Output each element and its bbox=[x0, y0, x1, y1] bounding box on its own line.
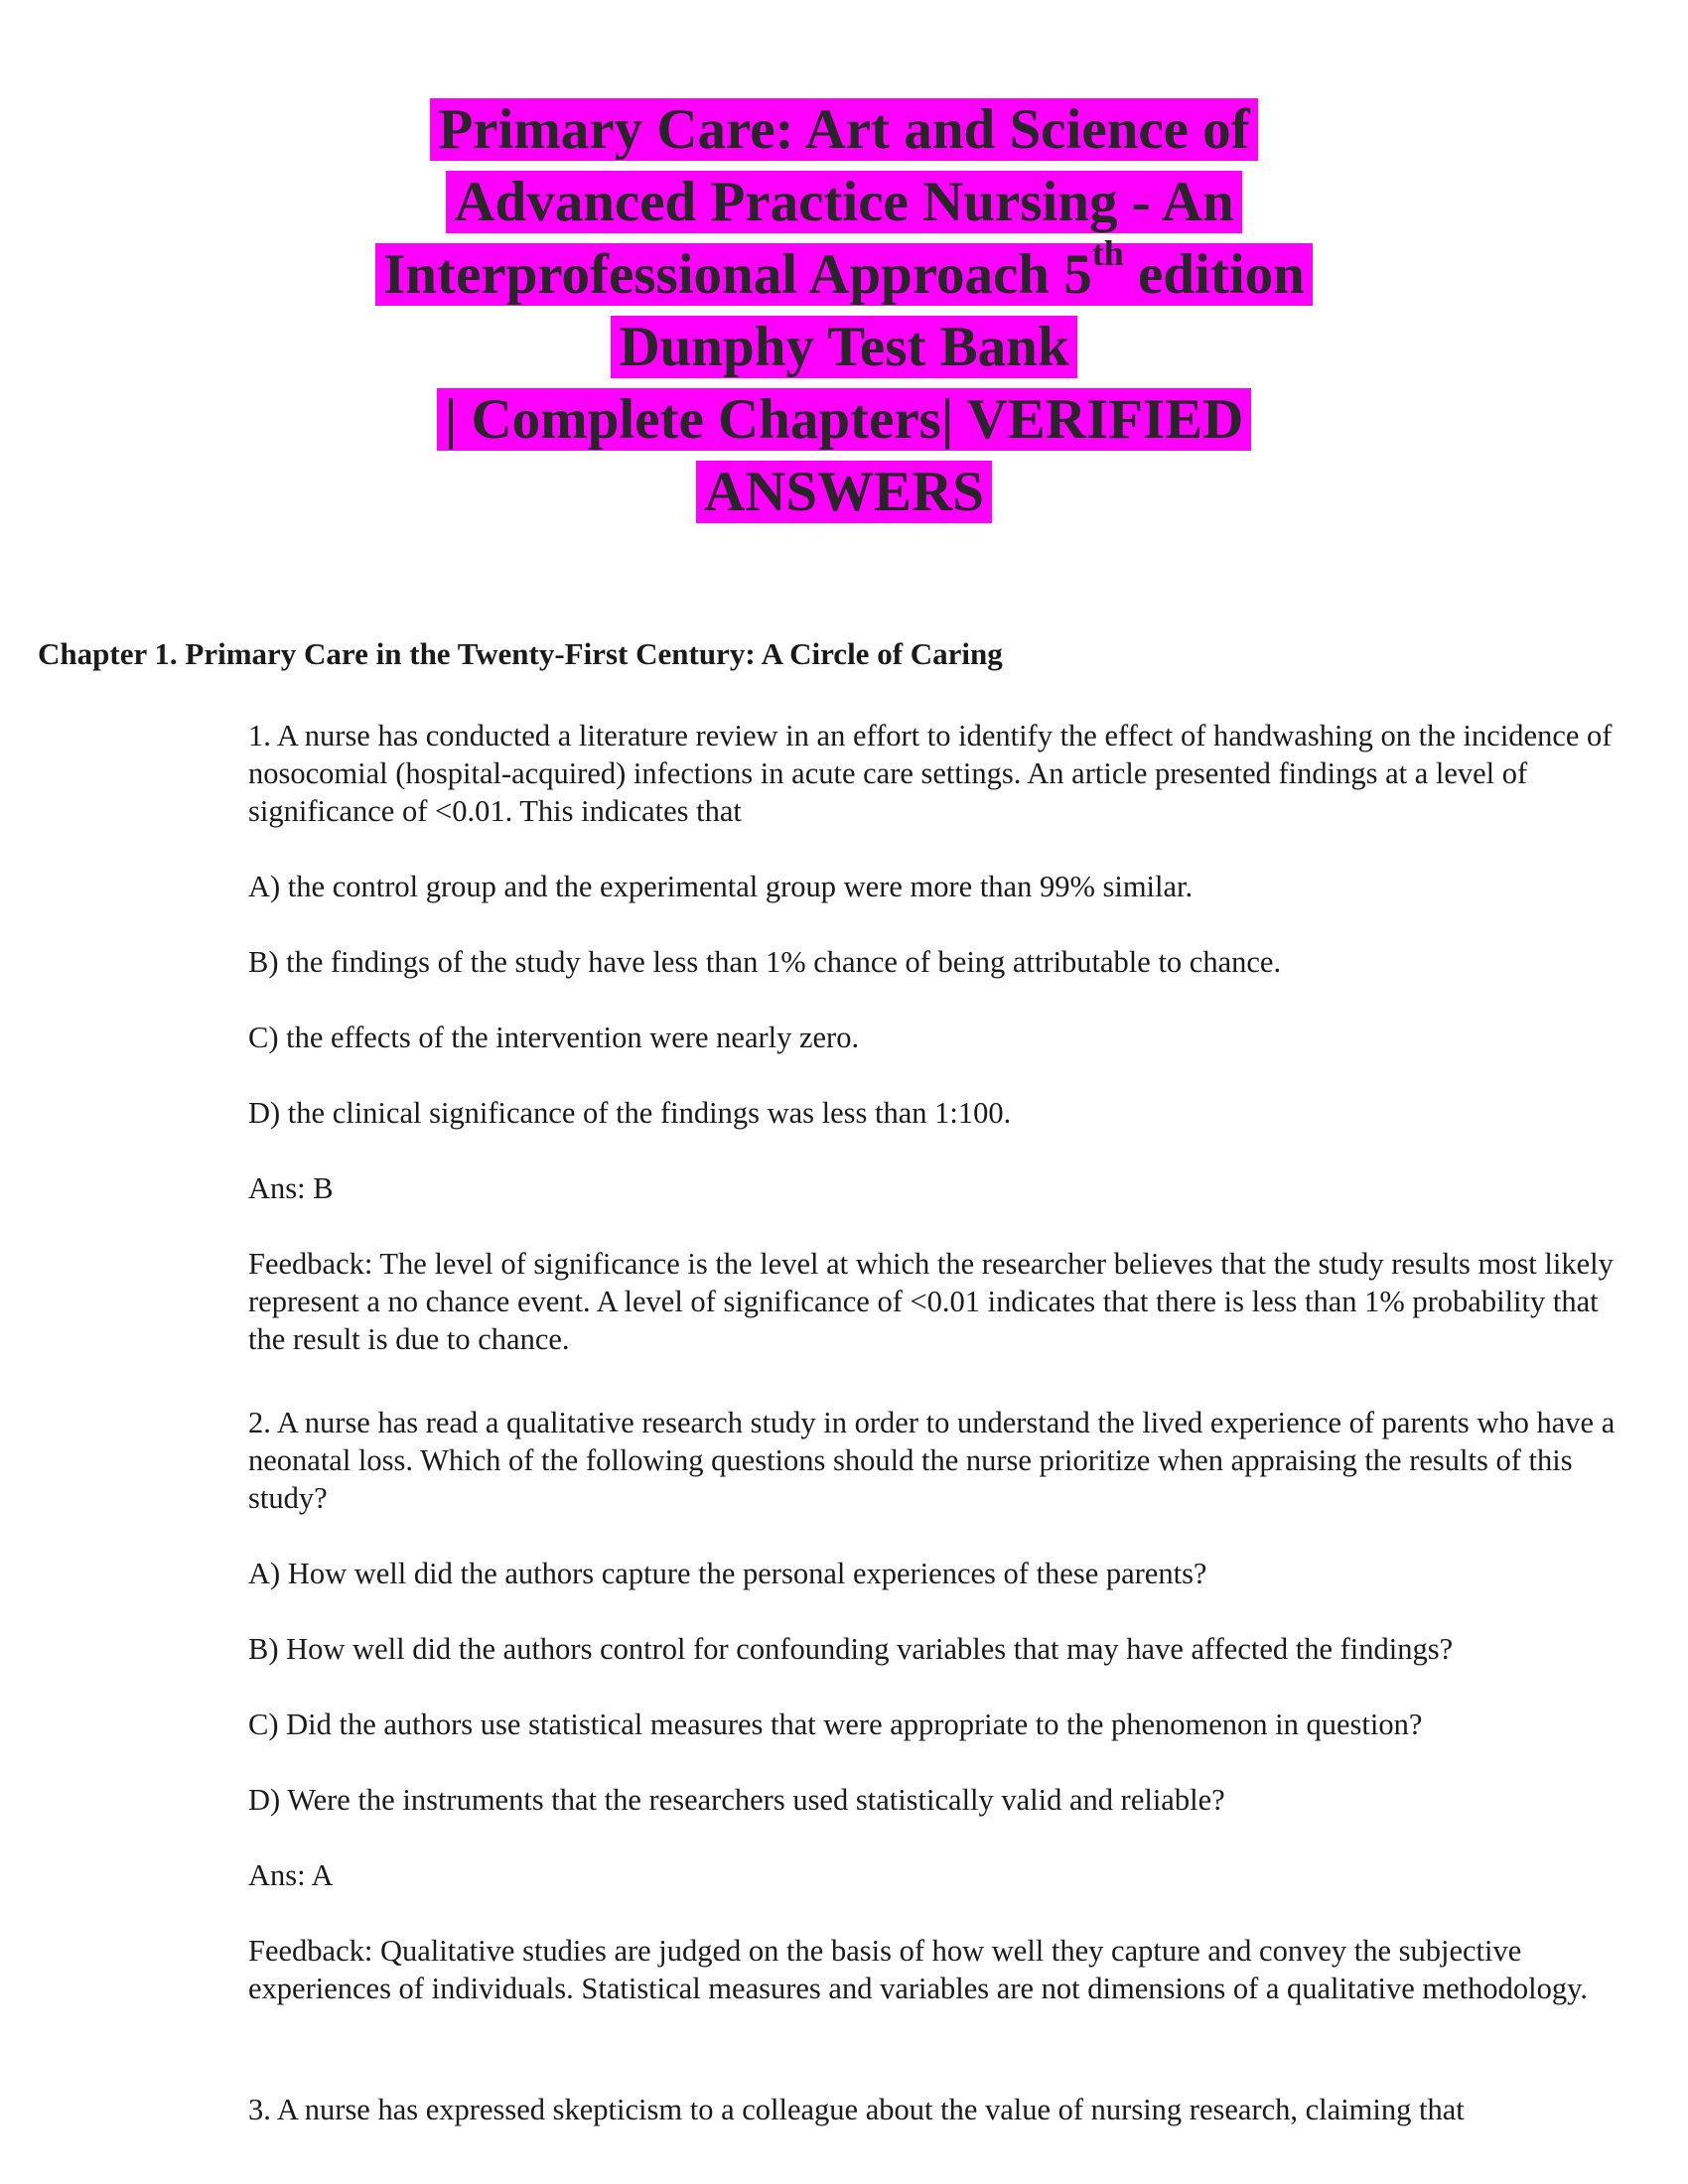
option-a: A) How well did the authors capture the personal experiences of these parents? bbox=[248, 1557, 1207, 1590]
question-1 bbox=[248, 717, 1618, 1358]
option-c: C) Did the authors use statistical measures that were appropriate to the phenomenon in question? bbox=[248, 1707, 1423, 1741]
title-line-2: Advanced Practice Nursing - An bbox=[446, 171, 1241, 233]
document-title bbox=[0, 93, 1688, 528]
question-stem: 3. A nurse has expressed skepticism to a colleague about the value of nursing research, claiming that bbox=[248, 2093, 1465, 2126]
option-c: C) the effects of the intervention were nearly zero. bbox=[248, 1021, 860, 1054]
title-line-3 bbox=[375, 233, 1313, 306]
question-3 bbox=[248, 2091, 1618, 2128]
title-line-5: | Complete Chapters| VERIFIED bbox=[437, 388, 1252, 451]
title-line-1: Primary Care: Art and Science of bbox=[430, 98, 1257, 161]
title-line-6: ANSWERS bbox=[696, 461, 992, 523]
title-line-3-text: Interprofessional Approach 5 bbox=[383, 243, 1092, 306]
question-stem: 2. A nurse has read a qualitative research study in order to understand the lived experience of parents who have a neonatal loss. Which of the following questions should the nurse prioritize when appraising the results of this study? bbox=[248, 1406, 1616, 1515]
question-2 bbox=[248, 1404, 1618, 2007]
title-superscript: th bbox=[1091, 233, 1124, 273]
title-line-4: Dunphy Test Bank bbox=[611, 316, 1076, 378]
option-d: D) Were the instruments that the researchers used statistically valid and reliable? bbox=[248, 1783, 1225, 1817]
title-line-3-suffix: edition bbox=[1123, 243, 1305, 306]
option-a: A) the control group and the experimental group were more than 99% similar. bbox=[248, 870, 1194, 903]
option-b: B) How well did the authors control for confounding variables that may have affected the findings? bbox=[248, 1632, 1454, 1666]
option-b: B) the findings of the study have less than 1% chance of being attributable to chance. bbox=[248, 945, 1282, 979]
option-d: D) the clinical significance of the findings was less than 1:100. bbox=[248, 1096, 1012, 1130]
answer: Ans: B bbox=[248, 1171, 334, 1205]
feedback: Feedback: Qualitative studies are judged on the basis of how well they capture and convey the subjective experiences of individuals. Statistical measures and variables are not dimensions of a qualitative methodology. bbox=[248, 1934, 1588, 2005]
question-stem: 1. A nurse has conducted a literature review in an effort to identify the effect of handwashing on the incidence of nosocomial (hospital-acquired) infections in acute care settings. An article presented findings at a level of significance of <0.01. This indicates that bbox=[248, 719, 1613, 828]
chapter-heading: Chapter 1. Primary Care in the Twenty-First Century: A Circle of Caring bbox=[38, 636, 1003, 671]
answer: Ans: A bbox=[248, 1858, 334, 1892]
feedback: Feedback: The level of significance is the level at which the researcher believes that the study results most likely represent a no chance event. A level of significance of <0.01 indicates that there is less than 1% probability that the result is due to chance. bbox=[248, 1247, 1614, 1356]
